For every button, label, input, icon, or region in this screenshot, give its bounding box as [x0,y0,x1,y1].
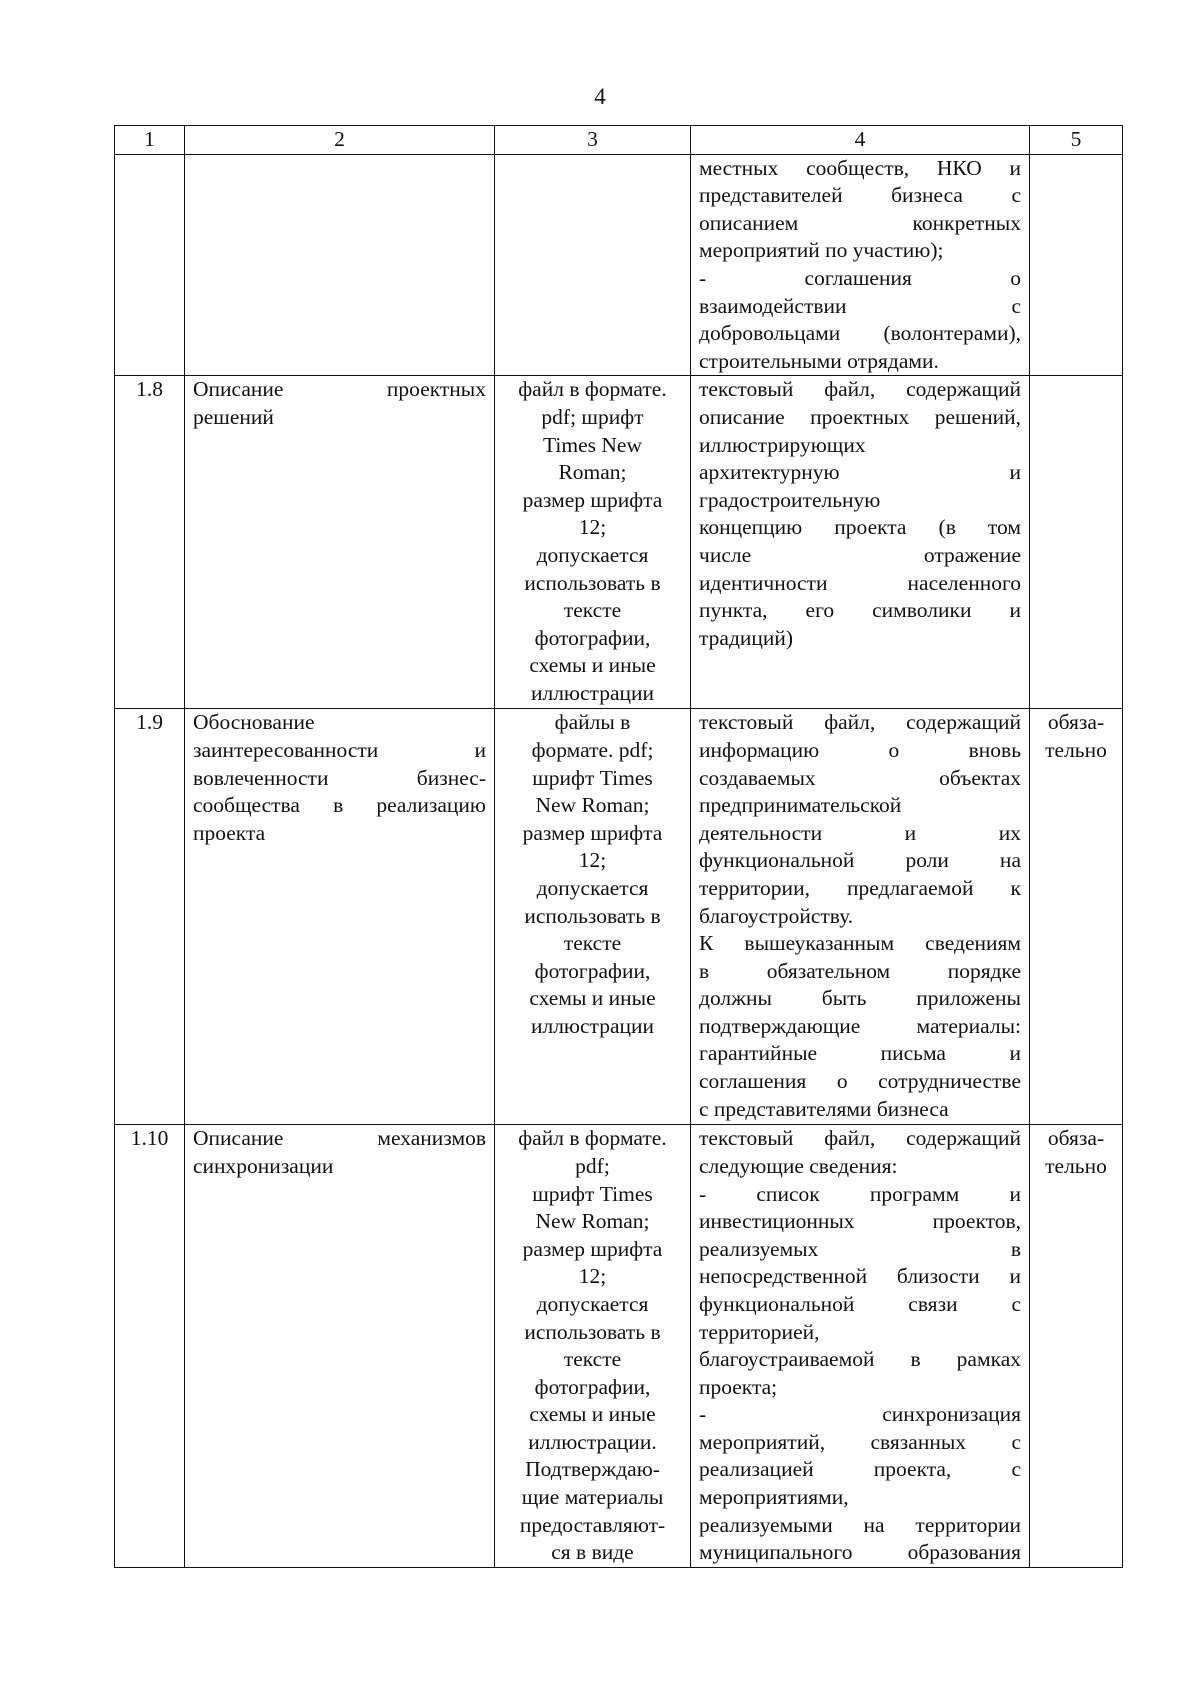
content-line: территории, предлагаемой к [699,875,1021,900]
content-line: реализацией проекта, с [699,1457,1021,1482]
format-line: размер шрифта [522,1236,663,1261]
row-content [691,376,1030,709]
content-line: территорией, [699,1319,820,1344]
format-line: 12; [578,1264,607,1289]
format-line: pdf; шрифт [541,404,644,429]
format-line: файл в формате. [518,377,667,402]
cont-line: описанием конкретных [699,210,1021,235]
content-line: информацию о вновь [699,737,1021,762]
header-col-5: 5 [1030,126,1123,155]
format-line: ся в виде [551,1540,634,1565]
format-line: предоставляют- [519,1512,666,1537]
cont-line: строительными отрядами. [699,348,939,373]
content-line: мероприятиями, [699,1485,849,1510]
content-line: числе отражение [699,542,1021,567]
row-number: 1.9 [115,709,185,1125]
content-line: традиций) [699,625,794,650]
content-line: проекта; [699,1374,778,1399]
header-col-2: 2 [185,126,495,155]
cont-line: мероприятий по участию); [699,238,944,263]
row-cont-format [495,154,691,376]
row-cont-content [691,154,1030,376]
format-line: иллюстрации [530,1013,655,1038]
format-line: файлы в [554,710,631,735]
name-line: вовлеченности бизнес- [193,765,486,790]
row-cont-required [1030,154,1123,376]
content-line: реализуемых в [699,1236,1021,1261]
row-number: 1.10 [115,1125,185,1568]
name-line: заинтересованности и [193,737,486,762]
row-name [185,376,495,709]
row-cont-number [115,154,185,376]
page-number: 4 [594,84,606,109]
row-required [1030,709,1123,1125]
table-header-row [115,126,1123,155]
format-line: шрифт Times [532,1181,653,1206]
format-line: Times New [543,432,642,457]
format-line: фотографии, [534,958,651,983]
content-line: благоустройству. [699,903,854,928]
content-line: концепцию проекта (в том [699,515,1021,540]
format-line: щие материалы [521,1485,664,1510]
content-line: описание проектных решений, [699,404,1021,429]
content-line: текстовый файл, содержащий [699,377,1021,402]
format-line: использовать в [524,903,661,928]
content-line: градостроительную [699,487,881,512]
format-line: иллюстрации. [528,1429,657,1454]
row-name [185,1125,495,1568]
table-row-1-8 [115,376,1123,709]
content-line: - синхронизация [699,1402,1021,1427]
name-line: Обоснование [193,710,315,735]
row-content [691,1125,1030,1568]
format-line: использовать в [524,1319,661,1344]
table-row-continuation [115,154,1123,376]
format-line: схемы и иные [529,986,656,1011]
content-line: текстовый файл, содержащий [699,710,1021,735]
content-line: деятельности и их [699,820,1021,845]
format-line: размер шрифта [522,820,663,845]
header-col-1: 1 [115,126,185,155]
content-line: пункта, его символики и [699,598,1021,623]
table-row-1-9 [115,709,1123,1125]
content-line: идентичности населенного [699,570,1021,595]
row-required [1030,376,1123,709]
format-line: допускается [536,875,649,900]
content-line: текстовый файл, содержащий [699,1126,1021,1151]
required-line: тельно [1045,1153,1107,1178]
content-line: следующие сведения: [699,1153,898,1178]
format-line: фотографии, [534,625,651,650]
name-line: синхронизации [193,1153,334,1178]
name-line: сообщества в реализацию [193,793,486,818]
content-line: гарантийные письма и [699,1041,1021,1066]
row-cont-name [185,154,495,376]
format-line: допускается [536,1291,649,1316]
content-line: муниципального образования [699,1540,1021,1565]
name-line: Описание механизмов [193,1126,486,1151]
row-name [185,709,495,1125]
format-line: шрифт Times [532,765,653,790]
format-line: 12; [578,515,607,540]
format-line: Подтверждаю- [525,1457,660,1482]
format-line: иллюстрации [530,680,655,705]
content-line: благоустраиваемой в рамках [699,1347,1021,1372]
content-line: непосредственной близости и [699,1264,1021,1289]
format-line: тексте [563,931,622,956]
content-line: функциональной роли на [699,848,1021,873]
format-line: схемы и иные [529,653,656,678]
row-required [1030,1125,1123,1568]
content-line: с представителями бизнеса [699,1096,949,1121]
format-line: Roman; [558,460,627,485]
table-row-1-10 [115,1125,1123,1568]
format-line: файл в формате. [518,1126,667,1151]
header-col-3: 3 [495,126,691,155]
row-number: 1.8 [115,376,185,709]
content-line: реализуемыми на территории [699,1512,1021,1537]
format-line: New Roman; [535,793,650,818]
content-line: К вышеуказанным сведениям [699,931,1021,956]
content-line: подтверждающие материалы: [699,1013,1021,1038]
name-line: Описание проектных [193,377,486,402]
format-line: 12; [578,848,607,873]
content-line: архитектурную и [699,460,1021,485]
cont-line: добровольцами (волонтерами), [699,321,1021,346]
content-line: должны быть приложены [699,986,1021,1011]
format-line: pdf; [575,1153,610,1178]
cont-line: взаимодействии с [699,293,1021,318]
format-line: использовать в [524,570,661,595]
row-format [495,1125,691,1568]
cont-line: - соглашения о [699,265,1021,290]
required-line: обяза- [1047,1126,1105,1151]
row-format [495,376,691,709]
cont-line: местных сообществ, НКО и [699,155,1021,180]
format-line: формате. pdf; [531,737,654,762]
content-line: инвестиционных проектов, [699,1209,1021,1234]
name-line: проекта [193,820,266,845]
row-format [495,709,691,1125]
content-line: иллюстрирующих [699,432,866,457]
format-line: схемы и иные [529,1402,656,1427]
cont-line: представителей бизнеса с [699,183,1021,208]
row-content [691,709,1030,1125]
content-line: мероприятий, связанных с [699,1429,1021,1454]
format-line: тексте [563,1347,622,1372]
content-line: предпринимательской [699,793,902,818]
required-line: обяза- [1047,710,1105,735]
header-col-4: 4 [691,126,1030,155]
format-line: тексте [563,598,622,623]
format-line: New Roman; [535,1209,650,1234]
name-line: решений [193,404,274,429]
content-line: создаваемых объектах [699,765,1021,790]
content-line: в обязательном порядке [699,958,1021,983]
content-line: соглашения о сотрудничестве [699,1069,1021,1094]
format-line: допускается [536,542,649,567]
format-line: фотографии, [534,1374,651,1399]
content-line: функциональной связи с [699,1291,1021,1316]
content-line: - список программ и [699,1181,1021,1206]
requirements-table [114,125,1123,1568]
format-line: размер шрифта [522,487,663,512]
required-line: тельно [1045,737,1107,762]
